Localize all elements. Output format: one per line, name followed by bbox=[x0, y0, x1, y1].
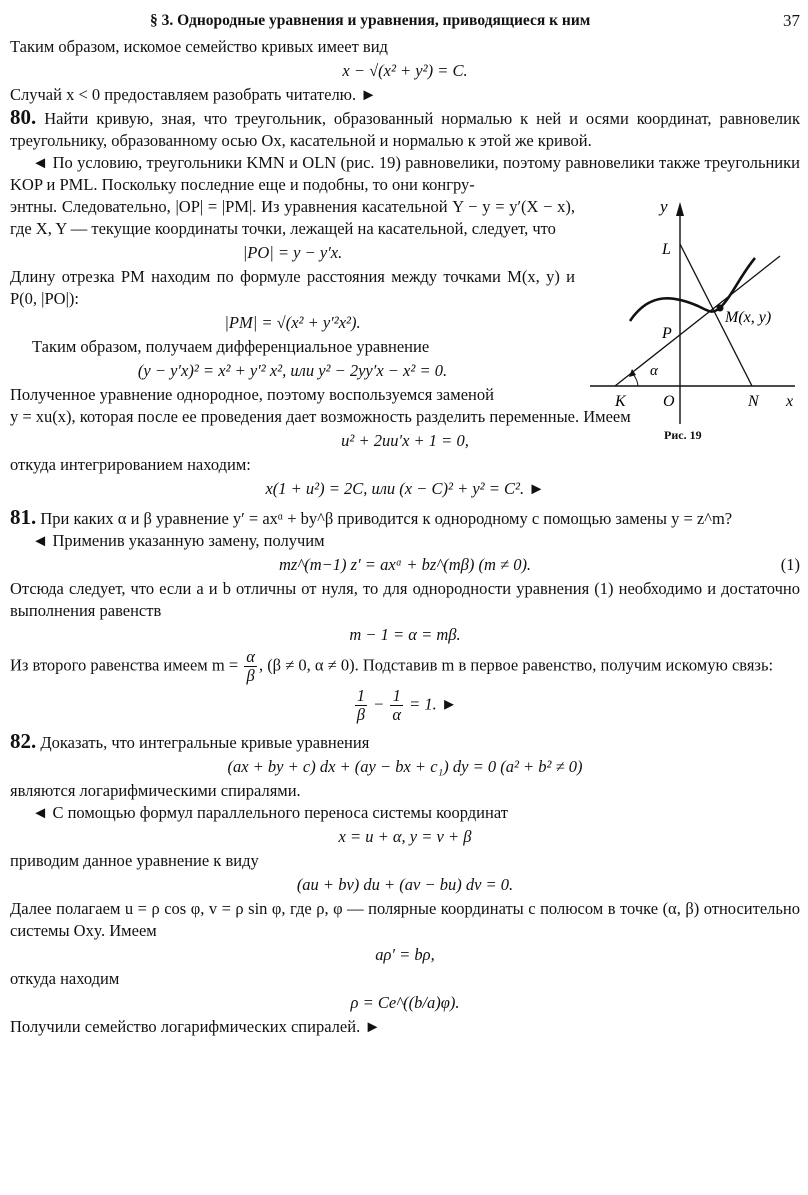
text-82-4: Далее полагаем u = ρ cos φ, v = ρ sin φ, где ρ, φ — полярные координаты с полюсом в точке (α, β) относительно системы Oxy. Имеем bbox=[10, 899, 800, 940]
equation-number: (1) bbox=[780, 555, 800, 574]
text-81-3b: , (β ≠ 0, α ≠ 0). Подставив m в первое равенство, получим искомую связь: bbox=[258, 655, 774, 675]
formula-81-1 bbox=[10, 554, 800, 576]
figure-19-diagram bbox=[580, 196, 800, 426]
page-number: 37 bbox=[783, 11, 800, 30]
f3-n1: 1 bbox=[356, 686, 365, 705]
text-81-3 bbox=[10, 648, 800, 685]
label-o: O bbox=[663, 393, 675, 410]
formula-po: |PO| = y − y′x. bbox=[242, 243, 343, 262]
label-p: P bbox=[662, 325, 672, 342]
label-l: L bbox=[662, 241, 671, 258]
problem-81-number: 81. bbox=[10, 505, 37, 529]
formula-82-4: aρ′ = bρ, bbox=[375, 945, 435, 964]
formula-81-1-body: mz^(m−1) z′ = axᵅ + bz^(mβ) (m ≠ 0). bbox=[278, 555, 532, 574]
text-diff: Таким образом, получаем дифференциальное уравнение bbox=[32, 337, 430, 356]
label-alpha: α bbox=[650, 363, 658, 379]
page bbox=[10, 6, 800, 1038]
formula-81-3: $\frac{1}{\beta}$ − $\frac{1}{\alpha}$ = 1. ► bbox=[356, 686, 458, 724]
formula-diff: (y − y′x)² = x² + y′² x², или y² − 2yy′x − x² = 0. bbox=[137, 361, 448, 380]
text-81-3a: Из второго равенства имеем m = bbox=[10, 655, 239, 675]
fraction-alpha-beta bbox=[244, 648, 257, 685]
problem-82 bbox=[10, 730, 800, 754]
f3-n2: 1 bbox=[390, 687, 403, 706]
text-82-3: приводим данное уравнение к виду bbox=[10, 851, 259, 870]
f3-d1: β bbox=[356, 705, 365, 724]
text-82-2: являются логарифмическими спиралями. bbox=[10, 781, 301, 800]
text-hom2: y = xu(x), которая после ее проведения дает возможность разделить переменные. Имеем bbox=[10, 407, 631, 426]
formula-82-2: x = u + α, y = v + β bbox=[338, 827, 472, 846]
formula-82-5: ρ = Ce^((b/a)φ). bbox=[350, 993, 460, 1012]
point-m bbox=[717, 305, 724, 312]
problem-80-number: 80. bbox=[10, 105, 37, 129]
section-title: § 3. Однородные уравнения и уравнения, приводящиеся к ним bbox=[150, 12, 591, 29]
formula-82-3: (au + bv) du + (av − bu) dv = 0. bbox=[296, 875, 514, 894]
formula-result: x(1 + u²) = 2C, или (x − C)² + y² = C². ► bbox=[265, 479, 545, 498]
problem-81 bbox=[10, 506, 800, 530]
text-hom1: Полученное уравнение однородное, поэтому воспользуемся заменой bbox=[10, 385, 494, 404]
solution-81-line1: ◄ Применив указанную замену, получим bbox=[32, 531, 325, 550]
formula-82-1: (ax + by + c) dx + (ay − bx + c₁) dy = 0 (a² + b² ≠ 0) bbox=[227, 757, 583, 776]
fraction-1-alpha bbox=[390, 687, 403, 724]
text-82-6: Получили семейство логарифмических спиралей. ► bbox=[10, 1017, 381, 1036]
frac-num: α bbox=[246, 647, 255, 666]
problem-81-statement: При каких α и β уравнение y′ = axᵅ + by^β приводится к однородному с помощью замены y = z^m? bbox=[40, 509, 733, 528]
label-m: M(x, y) bbox=[725, 309, 772, 326]
intro-note: Случай x < 0 предоставляем разобрать читателю. ► bbox=[10, 85, 377, 104]
f3-tail: = 1. ► bbox=[409, 694, 458, 714]
text-int: откуда интегрированием находим: bbox=[10, 455, 251, 474]
formula-u: u² + 2uu′x + 1 = 0, bbox=[341, 431, 469, 450]
label-n: N bbox=[748, 393, 759, 410]
formula-81-2: m − 1 = α = mβ. bbox=[349, 625, 461, 644]
label-y: y bbox=[660, 197, 668, 216]
problem-82-number: 82. bbox=[10, 729, 37, 753]
figure-19 bbox=[580, 196, 800, 446]
formula-pm: |PM| = √(x² + y′²x²). bbox=[224, 313, 361, 332]
solution-80-line1: ◄ По условию, треугольники KMN и OLN (рис. 19) равновелики, поэтому равновелики также треугольники KOP и PML. Поскольку последние еще и подобны, то они конгру- bbox=[10, 153, 800, 194]
figure-caption: Рис. 19 bbox=[664, 428, 702, 442]
text-82-5: откуда находим bbox=[10, 969, 120, 988]
solution-80-line2: энтны. Следовательно, |OP| = |PM|. Из уравнения касательной Y − y = y′(X − x), где X, Y — текущие координаты точки, лежащей на касательной, следует, что bbox=[10, 197, 575, 238]
fraction-1-beta bbox=[355, 687, 367, 724]
page-header bbox=[10, 6, 800, 36]
problem-80 bbox=[10, 106, 800, 152]
solution-82-line1: ◄ С помощью формул параллельного переноса системы координат bbox=[32, 803, 508, 822]
label-k: K bbox=[615, 393, 626, 410]
y-axis-arrow-icon bbox=[676, 202, 684, 216]
label-x: x bbox=[786, 393, 794, 410]
intro-formula: x − √(x² + y²) = C. bbox=[342, 61, 468, 80]
intro-text: Таким образом, искомое семейство кривых имеет вид bbox=[10, 37, 388, 56]
f3-d2: α bbox=[392, 705, 402, 724]
solution-80-wrapped bbox=[10, 196, 575, 406]
text-pm: Длину отрезка PM находим по формуле расстояния между точками M(x, y) и P(0, |PO|): bbox=[10, 267, 575, 308]
problem-82-statement: Доказать, что интегральные кривые уравнения bbox=[40, 733, 370, 752]
problem-80-statement: Найти кривую, зная, что треугольник, образованный нормалью к ней и осями координат, равновелик треугольнику, образованному осью Ox, касательной и нормалью к этой же кривой. bbox=[10, 109, 801, 150]
text-81-2: Отсюда следует, что если a и b отличны от нуля, то для однородности уравнения (1) необходимо и достаточно выполнения равенств bbox=[10, 579, 800, 620]
frac-den: β bbox=[246, 666, 255, 685]
